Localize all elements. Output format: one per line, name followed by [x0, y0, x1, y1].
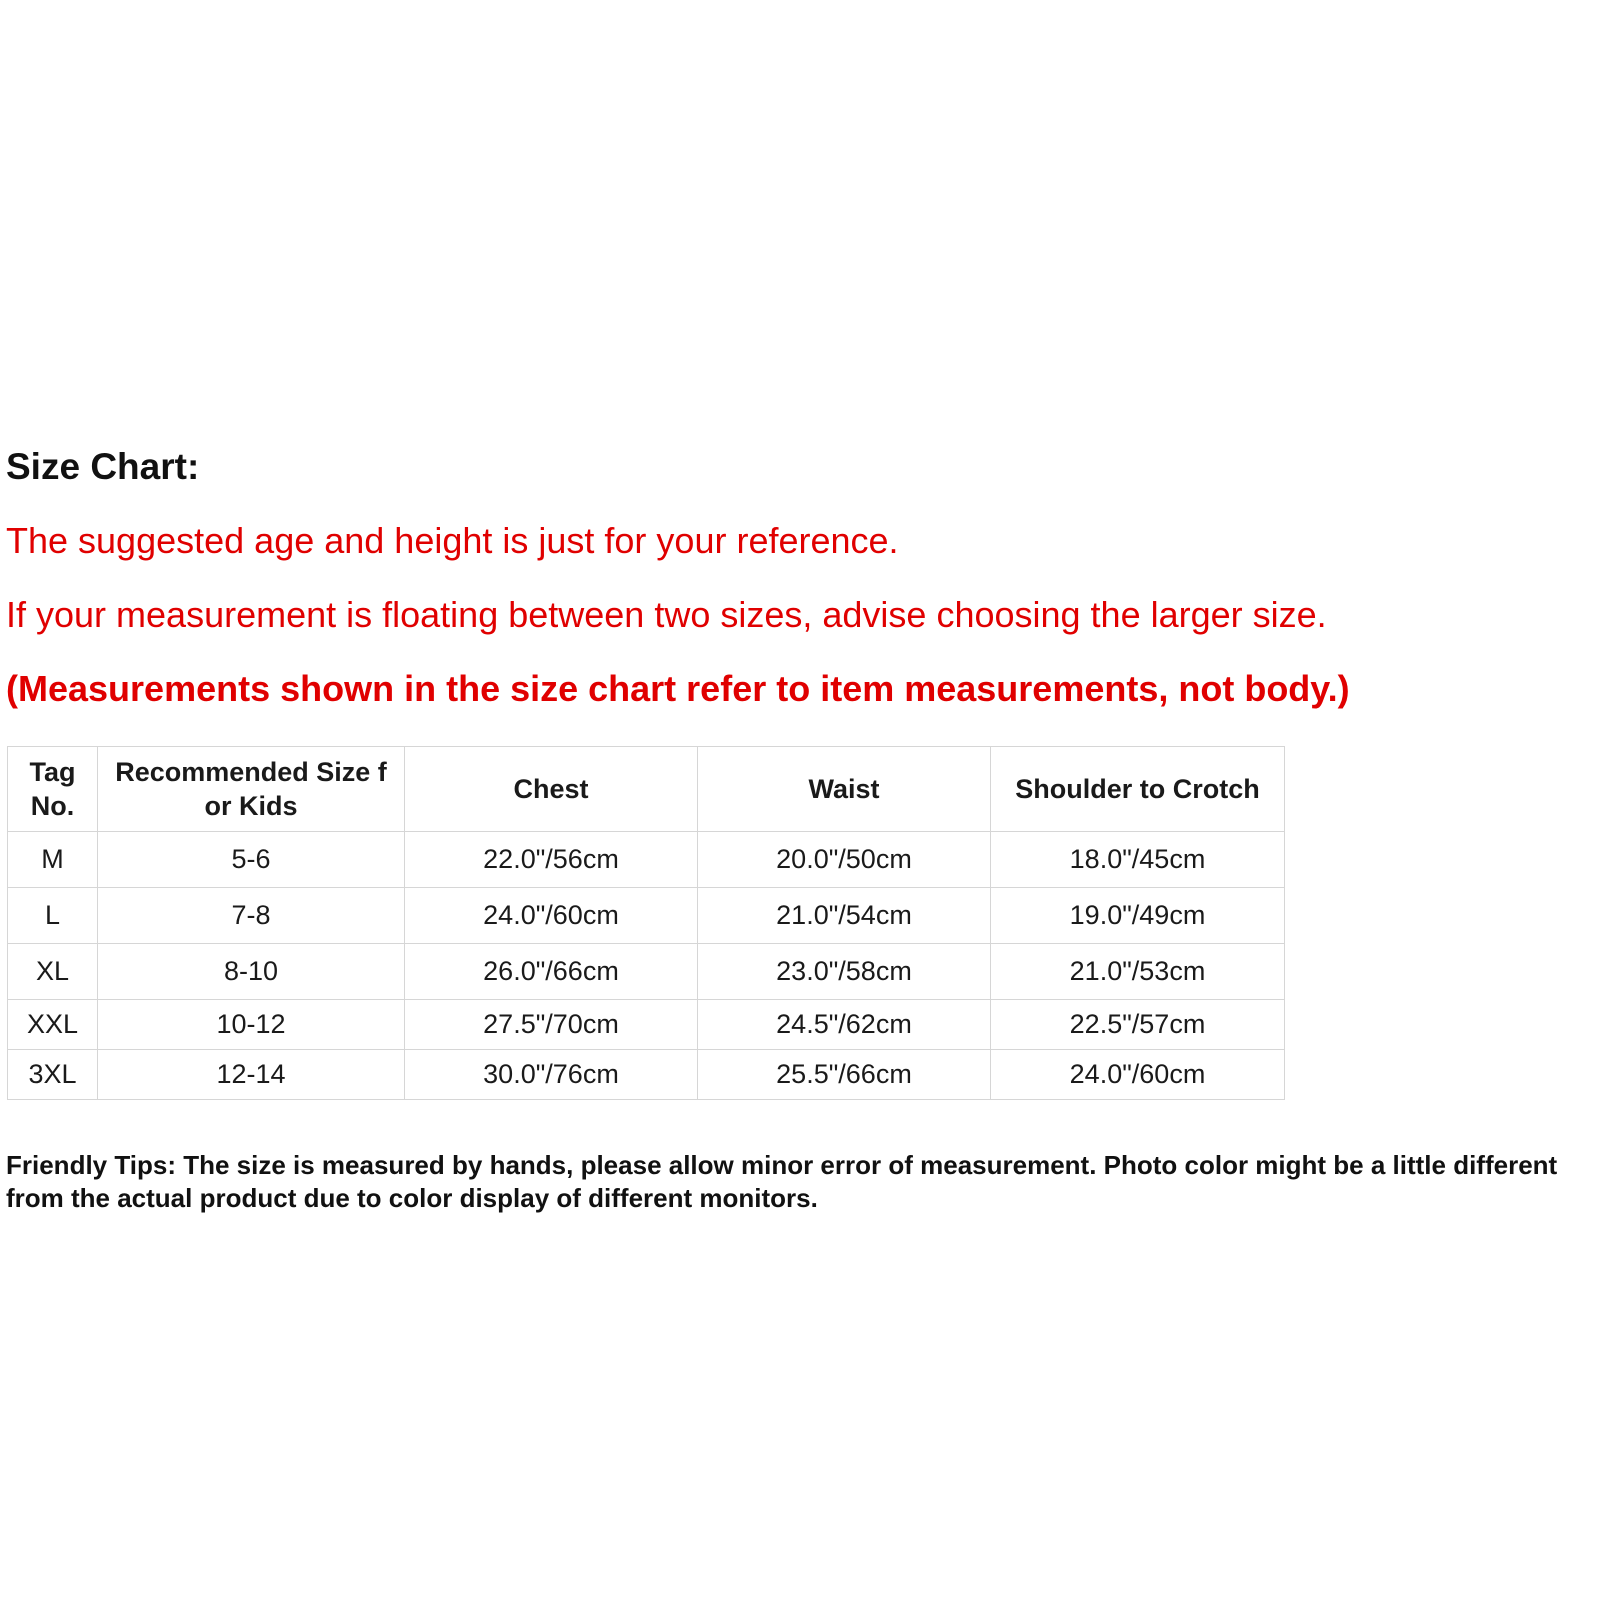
cell-chest: 26.0"/66cm [405, 944, 698, 1000]
table-row [8, 1000, 1285, 1050]
header-recommended-line2: or Kids [204, 791, 298, 821]
cell-chest: 22.0"/56cm [405, 832, 698, 888]
cell-chest: 30.0"/76cm [405, 1050, 698, 1100]
cell-tag: M [8, 832, 98, 888]
cell-shoulder: 21.0"/53cm [991, 944, 1285, 1000]
cell-tag: L [8, 888, 98, 944]
size-chart-heading-label: Size Chart [6, 446, 187, 487]
header-tag-line1: Tag [29, 757, 76, 787]
cell-waist: 20.0"/50cm [698, 832, 991, 888]
cell-waist: 25.5"/66cm [698, 1050, 991, 1100]
cell-tag: XL [8, 944, 98, 1000]
size-table [7, 746, 1285, 1100]
table-row [8, 1050, 1285, 1100]
reference-note: The suggested age and height is just for your reference. [6, 520, 899, 561]
size-chart-heading [6, 446, 199, 488]
cell-waist: 23.0"/58cm [698, 944, 991, 1000]
table-row [8, 944, 1285, 1000]
cell-shoulder: 24.0"/60cm [991, 1050, 1285, 1100]
measurement-disclaimer: (Measurements shown in the size chart refer to item measurements, not body.) [6, 668, 1350, 709]
sizing-advice-note: If your measurement is floating between two sizes, advise choosing the larger size. [6, 594, 1327, 635]
header-recommended-size [98, 747, 405, 832]
cell-waist: 21.0"/54cm [698, 888, 991, 944]
cell-size: 5-6 [98, 832, 405, 888]
table-row [8, 888, 1285, 944]
cell-shoulder: 18.0"/45cm [991, 832, 1285, 888]
cell-shoulder: 19.0"/49cm [991, 888, 1285, 944]
cell-size: 8-10 [98, 944, 405, 1000]
table-row [8, 832, 1285, 888]
cell-size: 10-12 [98, 1000, 405, 1050]
cell-shoulder: 22.5"/57cm [991, 1000, 1285, 1050]
cell-tag: XXL [8, 1000, 98, 1050]
header-tag-line2: No. [30, 791, 75, 821]
size-chart-heading-colon: : [186, 446, 200, 487]
cell-chest: 24.0"/60cm [405, 888, 698, 944]
header-tag-no [8, 747, 98, 832]
friendly-tips: Friendly Tips: The size is measured by hands, please allow minor error of measurement. Photo color might be a little different from the actual product due to color display of different monitors. [6, 1150, 1558, 1213]
cell-tag: 3XL [8, 1050, 98, 1100]
cell-chest: 27.5"/70cm [405, 1000, 698, 1050]
header-shoulder-to-crotch: Shoulder to Crotch [991, 747, 1285, 832]
header-chest: Chest [405, 747, 698, 832]
cell-size: 7-8 [98, 888, 405, 944]
cell-size: 12-14 [98, 1050, 405, 1100]
cell-waist: 24.5"/62cm [698, 1000, 991, 1050]
header-waist: Waist [698, 747, 991, 832]
header-recommended-line1: Recommended Size f [115, 757, 387, 787]
table-header-row [8, 747, 1285, 832]
